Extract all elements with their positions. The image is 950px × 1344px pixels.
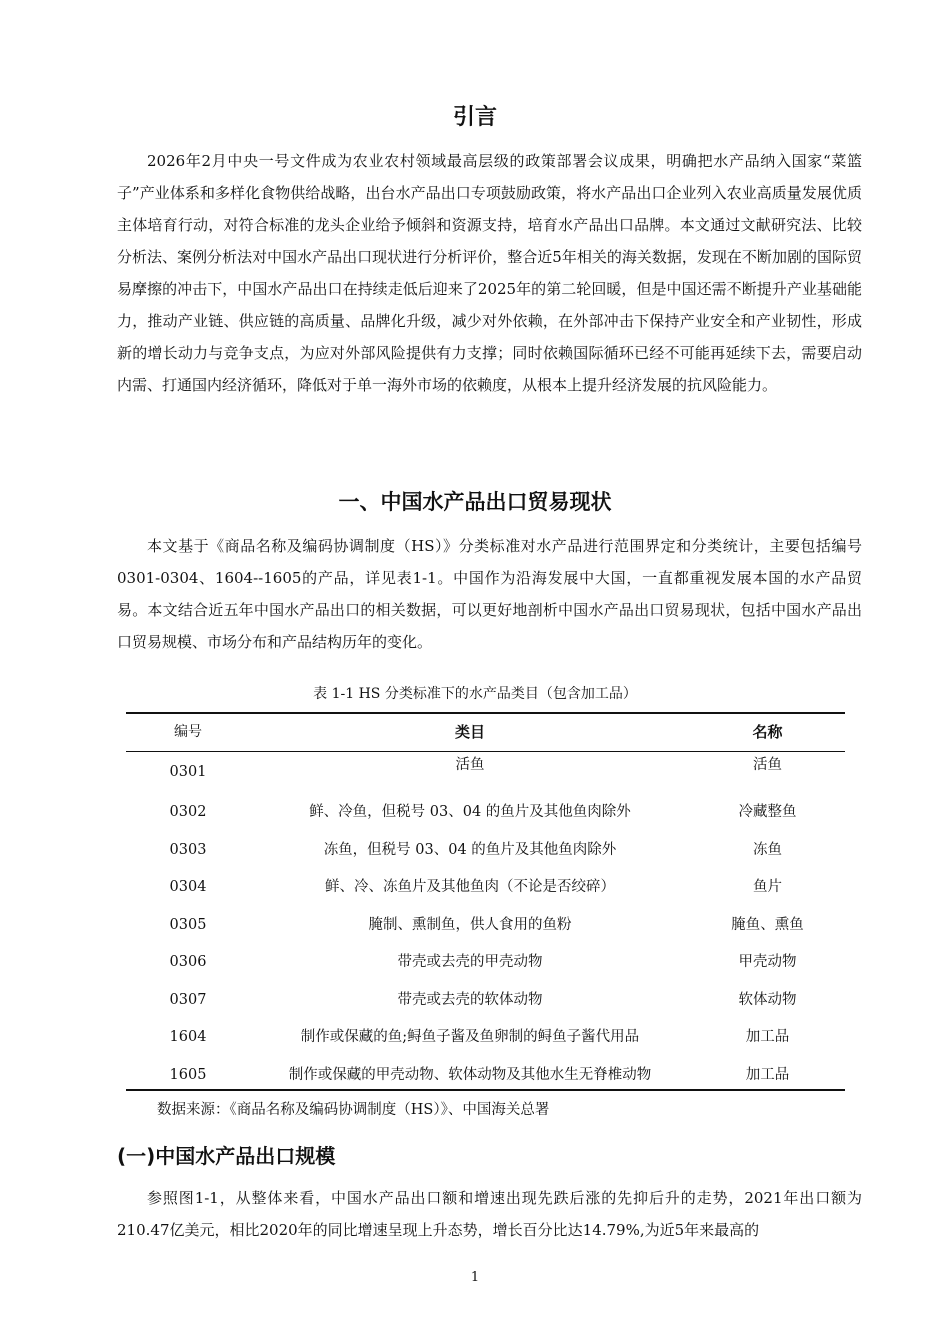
row-code: 0306 <box>169 954 207 970</box>
row-category: 制作或保藏的鱼;鲟鱼子酱及鱼卵制的鲟鱼子酱代用品 <box>300 1029 640 1045</box>
row-code: 0303 <box>169 841 207 858</box>
row-category: 腌制、熏制鱼，供人食用的鱼粉 <box>368 916 572 933</box>
table-row <box>126 1057 845 1095</box>
table-row <box>126 907 845 945</box>
row-category: 鲜、冷鱼，但税号 03、04 的鱼片及其他鱼肉除外 <box>309 804 631 820</box>
table-row <box>126 794 845 832</box>
row-code: 0301 <box>169 764 207 780</box>
intro-title: 引言 <box>452 105 497 130</box>
row-category: 鲜、冷、冻鱼片及其他鱼肉（不论是否绞碎） <box>325 879 615 895</box>
intro-paragraph: 2026年2月中央一号文件成为农业农村领域最高层级的政策部署会议成果，明确把水产品纳入国家“菜篮子”产业体系和多样化食物供给战略，出台水产品出口专项鼓励政策，将水产品出口企业列入农业高质量发展优质主体培育行动，对符合标准的龙头企业给予倾斜和资源支持，培育水产品出口品牌。本文通过文献研究法、比较分析法、案例分析法对中国水产品出口现状进行分析评价，整合近5年相关的海关数据，发现在不断加剧的国际贸易摩擦的冲击下，中国水产品出口在持续走低后迎来了2025年的第二轮回暖，但是中国还需不断提升产业基础能力，推动产业链、供应链的高质量、品牌化升级，减少对外依赖，在外部冲击下保持产业安全和产业韧性，形成新的增长动力与竞争支点，为应对外部风险提供有力支撑；同时依赖国际循环已经不可能再延续下去，需要启动内需、打通国内经济循环，降低对于单一海外市场的依赖度，从根本上提升经济发展的抗风险能力。 <box>117 152 862 394</box>
table-row <box>126 750 845 794</box>
table-row <box>126 869 845 907</box>
row-name: 冷藏整鱼 <box>738 804 797 820</box>
row-category: 活鱼 <box>455 757 485 773</box>
row-category: 冻鱼，但税号 03、04 的鱼片及其他鱼肉除外 <box>323 841 617 858</box>
table-source-note: 数据来源：《商品名称及编码协调制度（HS）》、中国海关总署 <box>157 1102 550 1118</box>
row-name: 软体动物 <box>738 991 797 1008</box>
row-name: 加工品 <box>745 1029 790 1045</box>
subsection-1-heading: (一)中国水产品出口规模 <box>117 1144 336 1168</box>
row-category: 带壳或去壳的软体动物 <box>397 991 543 1008</box>
row-name: 腌鱼、熏鱼 <box>731 916 804 933</box>
subsection-1-paragraph: 参照图1-1，从整体来看，中国水产品出口额和增速出现先跌后涨的先抑后升的走势，2021年出口额为210.47亿美元，相比2020年的同比增速呈现上升态势，增长百分比达14.79%,为近5年来最高的 <box>117 1189 862 1239</box>
header-category: 类目 <box>454 723 485 741</box>
row-code: 0307 <box>169 991 207 1008</box>
row-name: 加工品 <box>745 1066 790 1083</box>
hs-category-table <box>126 714 845 1094</box>
header-code: 编号 <box>174 724 202 740</box>
row-name: 鱼片 <box>753 879 782 895</box>
row-code: 1604 <box>169 1029 207 1045</box>
row-code: 0305 <box>169 916 207 933</box>
table-row <box>126 982 845 1020</box>
table-header-row <box>126 714 845 750</box>
row-code: 1605 <box>169 1066 207 1083</box>
row-category: 带壳或去壳的甲壳动物 <box>397 954 543 970</box>
table-row <box>126 1019 845 1057</box>
page-number: 1 <box>470 1270 480 1285</box>
row-code: 0302 <box>169 804 207 820</box>
row-code: 0304 <box>169 879 207 895</box>
row-name: 甲壳动物 <box>738 954 797 970</box>
row-category: 制作或保藏的甲壳动物、软体动物及其他水生无脊椎动物 <box>288 1066 652 1083</box>
table-row <box>126 832 845 870</box>
row-name: 活鱼 <box>753 757 782 773</box>
section-1-paragraph: 本文基于《商品名称及编码协调制度（HS）》分类标准对水产品进行范围界定和分类统计，主要包括编号0301-0304、1604--1605的产品，详见表1-1。中国作为沿海发展中大国，一直都重视发展本国的水产品贸易。本文结合近五年中国水产品出口的相关数据，可以更好地剖析中国水产品出口贸易现状，包括中国水产品出口贸易规模、市场分布和产品结构历年的变化。 <box>117 537 862 651</box>
table-caption: 表 1-1 HS 分类标准下的水产品类目（包含加工品） <box>313 686 637 702</box>
section-1-heading: 一、中国水产品出口贸易现状 <box>338 490 612 514</box>
row-name: 冻鱼 <box>753 841 782 858</box>
table-row <box>126 944 845 982</box>
header-name: 名称 <box>752 723 783 741</box>
